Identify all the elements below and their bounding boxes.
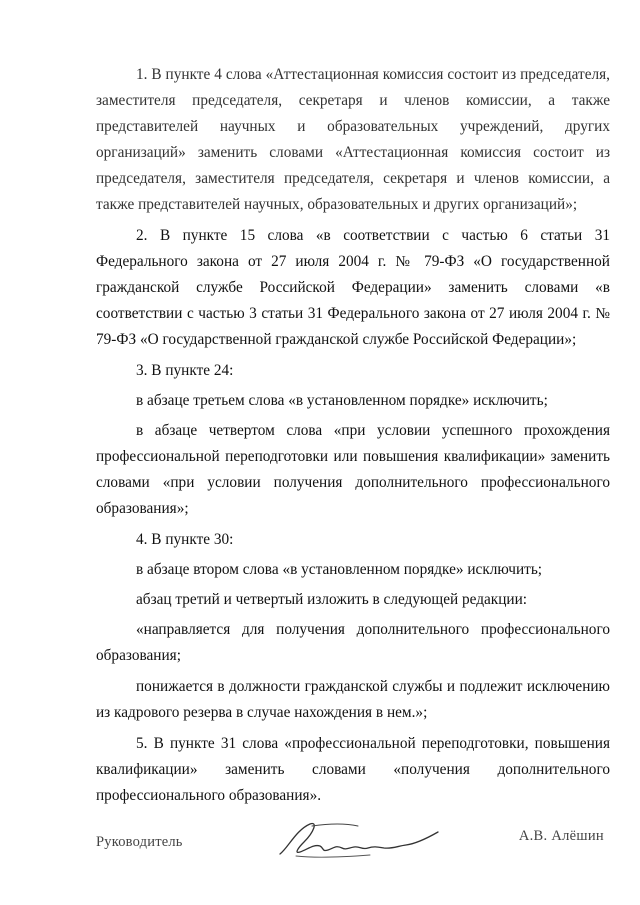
- paragraph-3b: в абзаце четвертом слова «при условии успешного прохождения профессиональной переподготовки или повышения квалификации» заменить словами «при условии получения дополнительного профессионального образования»;: [96, 422, 610, 517]
- signatory-role: Руководитель: [96, 834, 183, 850]
- paragraph-4-heading: 4. В пункте 30:: [136, 531, 234, 548]
- paragraph-4c: «направляется для получения дополнительного профессионального образования;: [96, 621, 610, 664]
- paragraph-4a: в абзаце втором слова «в установленном порядке» исключить;: [136, 561, 543, 578]
- signature-block: [96, 826, 610, 866]
- paragraph-4d: понижается в должности гражданской службы и подлежит исключению из кадрового резерва в случае нахождения в нем.»;: [96, 678, 610, 721]
- paragraph-5: 5. В пункте 31 слова «профессиональной переподготовки, повышения квалификации» заменить словами «получения дополнительного профессионального образования».: [96, 735, 610, 804]
- paragraph-4b: абзац третий и четвертый изложить в следующей редакции:: [136, 591, 528, 608]
- document-body: [96, 62, 610, 814]
- handwritten-signature: [274, 818, 444, 862]
- signatory-name: А.В. Алёшин: [518, 828, 604, 844]
- paragraph-1: 1. В пункте 4 слова «Аттестационная комиссия состоит из председателя, заместителя председателя, секретаря и членов комиссии, а также представителей научных и образовательных учреждений, других организаций» заменить словами «Аттестационная комиссия состоит из председателя, заместителя председателя, секретаря и членов комиссии, а также представителей научных, образовательных и других организаций»;: [96, 66, 610, 213]
- paragraph-3-heading: 3. В пункте 24:: [136, 362, 234, 379]
- paragraph-2: 2. В пункте 15 слова «в соответствии с частью 6 статьи 31 Федерального закона от 27 июля 2004 г. № 79-ФЗ «О государственной гражданской службе Российской Федерации» заменить словами «в соответствии с частью 3 статьи 31 Федерального закона от 27 июля 2004 г. № 79-ФЗ «О государственной гражданской службе Российской Федерации»;: [96, 227, 610, 348]
- paragraph-3a: в абзаце третьем слова «в установленном порядке» исключить;: [136, 392, 548, 409]
